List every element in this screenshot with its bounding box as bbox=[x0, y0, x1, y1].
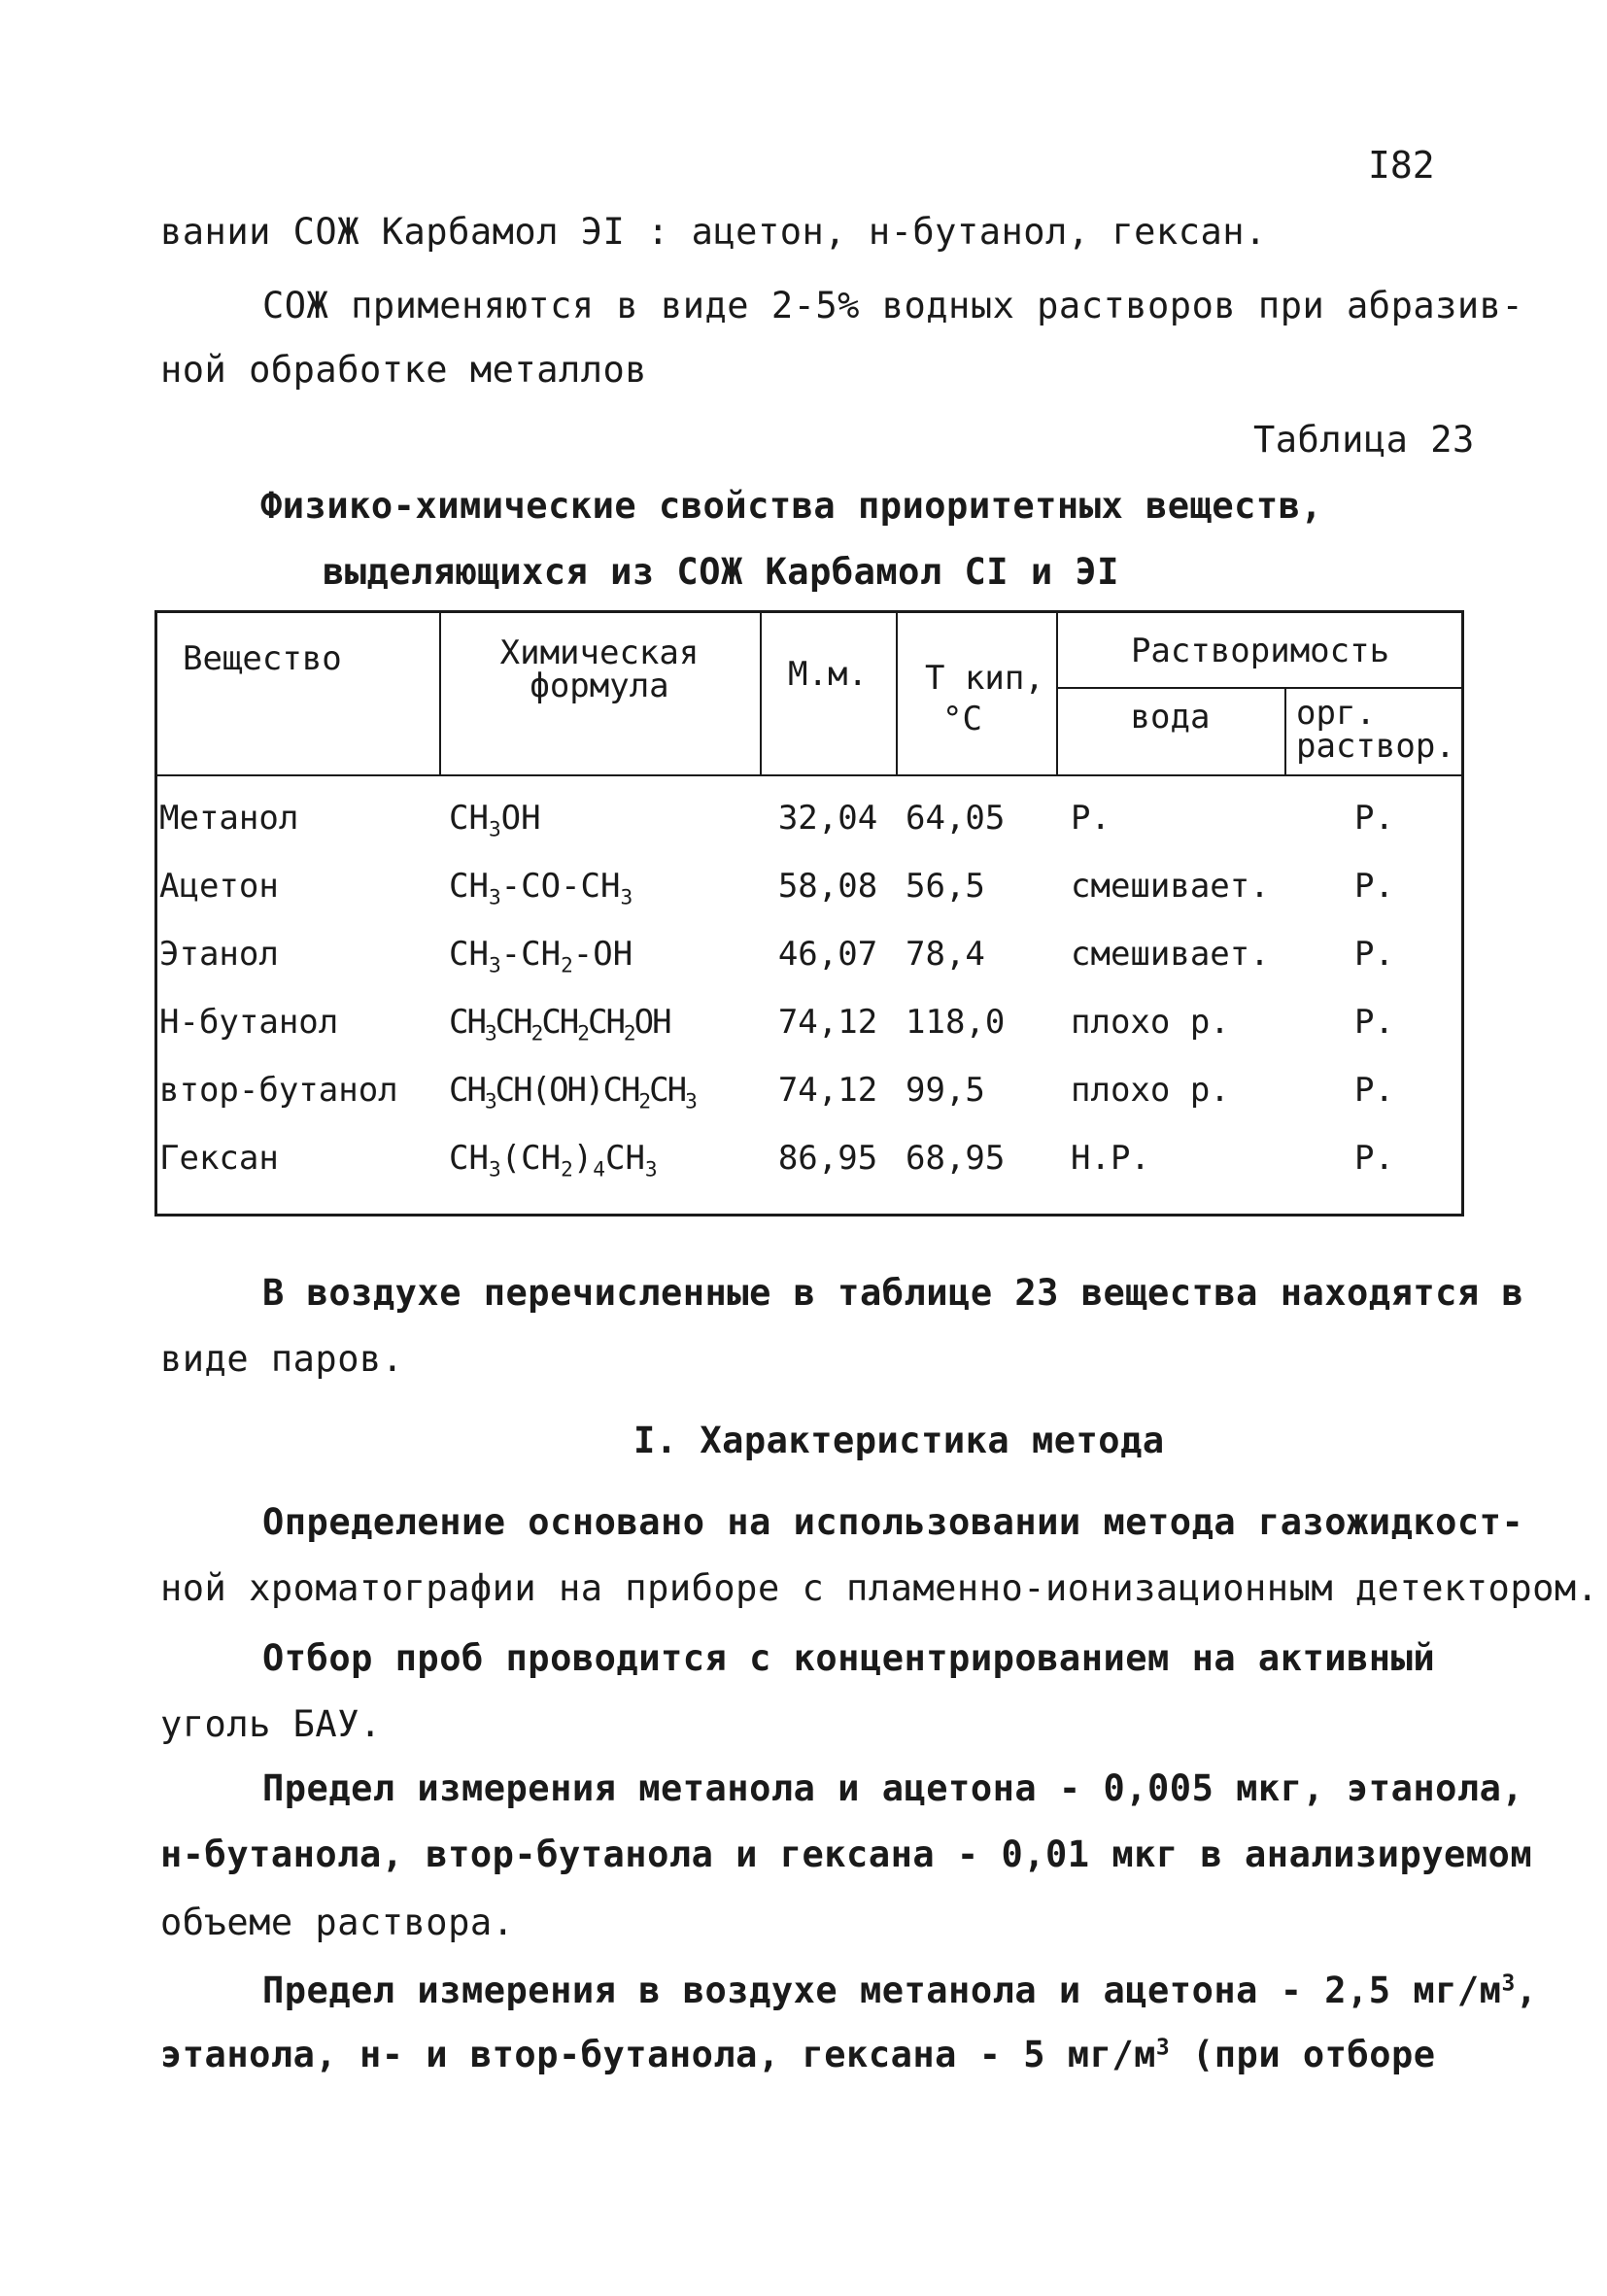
cell-molar-mass: 46,07 bbox=[777, 935, 878, 974]
cell-boiling-point: 68,95 bbox=[906, 1139, 1006, 1178]
air-limit-text: , bbox=[1515, 1970, 1538, 2011]
header-boiling-point-line-1: Т кип, bbox=[925, 659, 1044, 698]
cell-water-solubility: плохо р. bbox=[1071, 1003, 1230, 1042]
section-title: I. Характеристика метода bbox=[633, 1420, 1165, 1461]
limit-line-3: объеме раствора. bbox=[160, 1902, 515, 1943]
table-header-rule bbox=[157, 774, 1464, 776]
header-formula-line-2: формула bbox=[530, 667, 669, 705]
cell-substance: втор-бутанол bbox=[159, 1071, 398, 1110]
cell-molar-mass: 86,95 bbox=[777, 1139, 878, 1178]
after-table-line-2: виде паров. bbox=[160, 1338, 404, 1380]
cell-organic-solubility: Р. bbox=[1354, 1139, 1394, 1178]
sampling-line-2: уголь БАУ. bbox=[160, 1703, 382, 1745]
header-organic-line-2: раствор. bbox=[1296, 727, 1455, 766]
limit-line-1: Предел измерения метанола и ацетона - 0,005 мкг, этанола, bbox=[262, 1767, 1524, 1809]
cell-molar-mass: 58,08 bbox=[777, 867, 878, 906]
header-formula-line-1: Химическая bbox=[499, 634, 700, 672]
air-limit-line-2 bbox=[160, 2033, 1436, 2077]
cell-organic-solubility: Р. bbox=[1354, 935, 1394, 974]
cell-organic-solubility: Р. bbox=[1354, 1071, 1394, 1110]
table-rule bbox=[896, 613, 898, 774]
sampling-line-1: Отбор проб проводится с концентрированием на активный bbox=[262, 1637, 1436, 1679]
air-limit-text: Предел измерения в воздухе метанола и ацетона - 2,5 мг/м bbox=[262, 1970, 1502, 2011]
cell-substance: Метанол bbox=[159, 799, 299, 838]
air-limit-text: этанола, н- и втор-бутанола, гексана - 5 мг/м bbox=[160, 2034, 1156, 2075]
cell-formula: $CH_3-CH_2-OH$ bbox=[449, 935, 633, 977]
properties-table bbox=[154, 610, 1464, 1217]
cell-formula: $CH_3CH_2CH_2CH_2OH$ bbox=[449, 1003, 670, 1045]
cell-formula: $CH_3CH(OH)CH_2CH_3$ bbox=[449, 1071, 696, 1114]
cell-boiling-point: 78,4 bbox=[906, 935, 985, 974]
header-solubility: Растворимость bbox=[1130, 632, 1390, 670]
cell-substance: Н-бутанол bbox=[159, 1003, 339, 1042]
table-rule bbox=[1284, 689, 1286, 774]
air-limit-line-1 bbox=[262, 1969, 1538, 2013]
cell-organic-solubility: Р. bbox=[1354, 867, 1394, 906]
unit-exponent: 3 bbox=[1155, 2035, 1171, 2061]
cell-water-solubility: Р. bbox=[1071, 799, 1111, 838]
cell-molar-mass: 74,12 bbox=[777, 1071, 878, 1110]
cell-substance: Гексан bbox=[159, 1139, 279, 1178]
air-limit-text: (при отборе bbox=[1170, 2034, 1436, 2075]
table-label: Таблица 23 bbox=[1253, 419, 1475, 461]
method-line-1: Определение основано на использовании метода газожидкост- bbox=[262, 1501, 1524, 1543]
header-boiling-point-line-2: °С bbox=[942, 700, 982, 738]
cell-water-solubility: смешивает. bbox=[1071, 935, 1270, 974]
cell-formula: $CH_3(CH_2)_4CH_3$ bbox=[449, 1139, 658, 1182]
page-number: I82 bbox=[1368, 144, 1435, 187]
cell-boiling-point: 56,5 bbox=[906, 867, 985, 906]
method-line-2: ной хроматографии на приборе с пламенно-ионизационным детектором. bbox=[160, 1567, 1599, 1609]
header-molar-mass: М.м. bbox=[788, 655, 868, 694]
header-substance: Вещество bbox=[183, 639, 342, 678]
cell-formula: $CH_3OH$ bbox=[449, 799, 541, 841]
intro-paragraph-line-1: СОЖ применяются в виде 2-5% водных растворов при абразив- bbox=[262, 285, 1524, 326]
cell-substance: Ацетон bbox=[159, 867, 279, 906]
after-table-line-1: В воздухе перечисленные в таблице 23 вещества находятся в bbox=[262, 1272, 1524, 1314]
cell-boiling-point: 64,05 bbox=[906, 799, 1006, 838]
cell-organic-solubility: Р. bbox=[1354, 1003, 1394, 1042]
cell-formula: $CH_3-CO-CH_3$ bbox=[449, 867, 633, 909]
cell-water-solubility: плохо р. bbox=[1071, 1071, 1230, 1110]
header-organic-line-1: орг. bbox=[1296, 694, 1376, 733]
cell-substance: Этанол bbox=[159, 935, 279, 974]
cell-water-solubility: Н.Р. bbox=[1071, 1139, 1150, 1178]
intro-line: вании СОЖ Карбамол ЭI : ацетон, н-бутанол, гексан. bbox=[160, 211, 1267, 253]
table-rule bbox=[760, 613, 762, 774]
cell-organic-solubility: Р. bbox=[1354, 799, 1394, 838]
cell-boiling-point: 118,0 bbox=[906, 1003, 1006, 1042]
header-water: вода bbox=[1130, 698, 1211, 737]
table-caption-line-1: Физико-химические свойства приоритетных веществ, bbox=[260, 485, 1323, 527]
unit-exponent: 3 bbox=[1501, 1970, 1516, 1997]
table-caption-line-2: выделяющихся из СОЖ Карбамол СI и ЭI bbox=[323, 551, 1119, 593]
cell-boiling-point: 99,5 bbox=[906, 1071, 985, 1110]
cell-molar-mass: 74,12 bbox=[777, 1003, 878, 1042]
cell-water-solubility: смешивает. bbox=[1071, 867, 1270, 906]
cell-molar-mass: 32,04 bbox=[777, 799, 878, 838]
limit-line-2: н-бутанола, втор-бутанола и гексана - 0,01 мкг в анализируемом bbox=[160, 1833, 1533, 1875]
table-rule bbox=[1056, 687, 1464, 689]
intro-paragraph-line-2: ной обработке металлов bbox=[160, 349, 648, 391]
